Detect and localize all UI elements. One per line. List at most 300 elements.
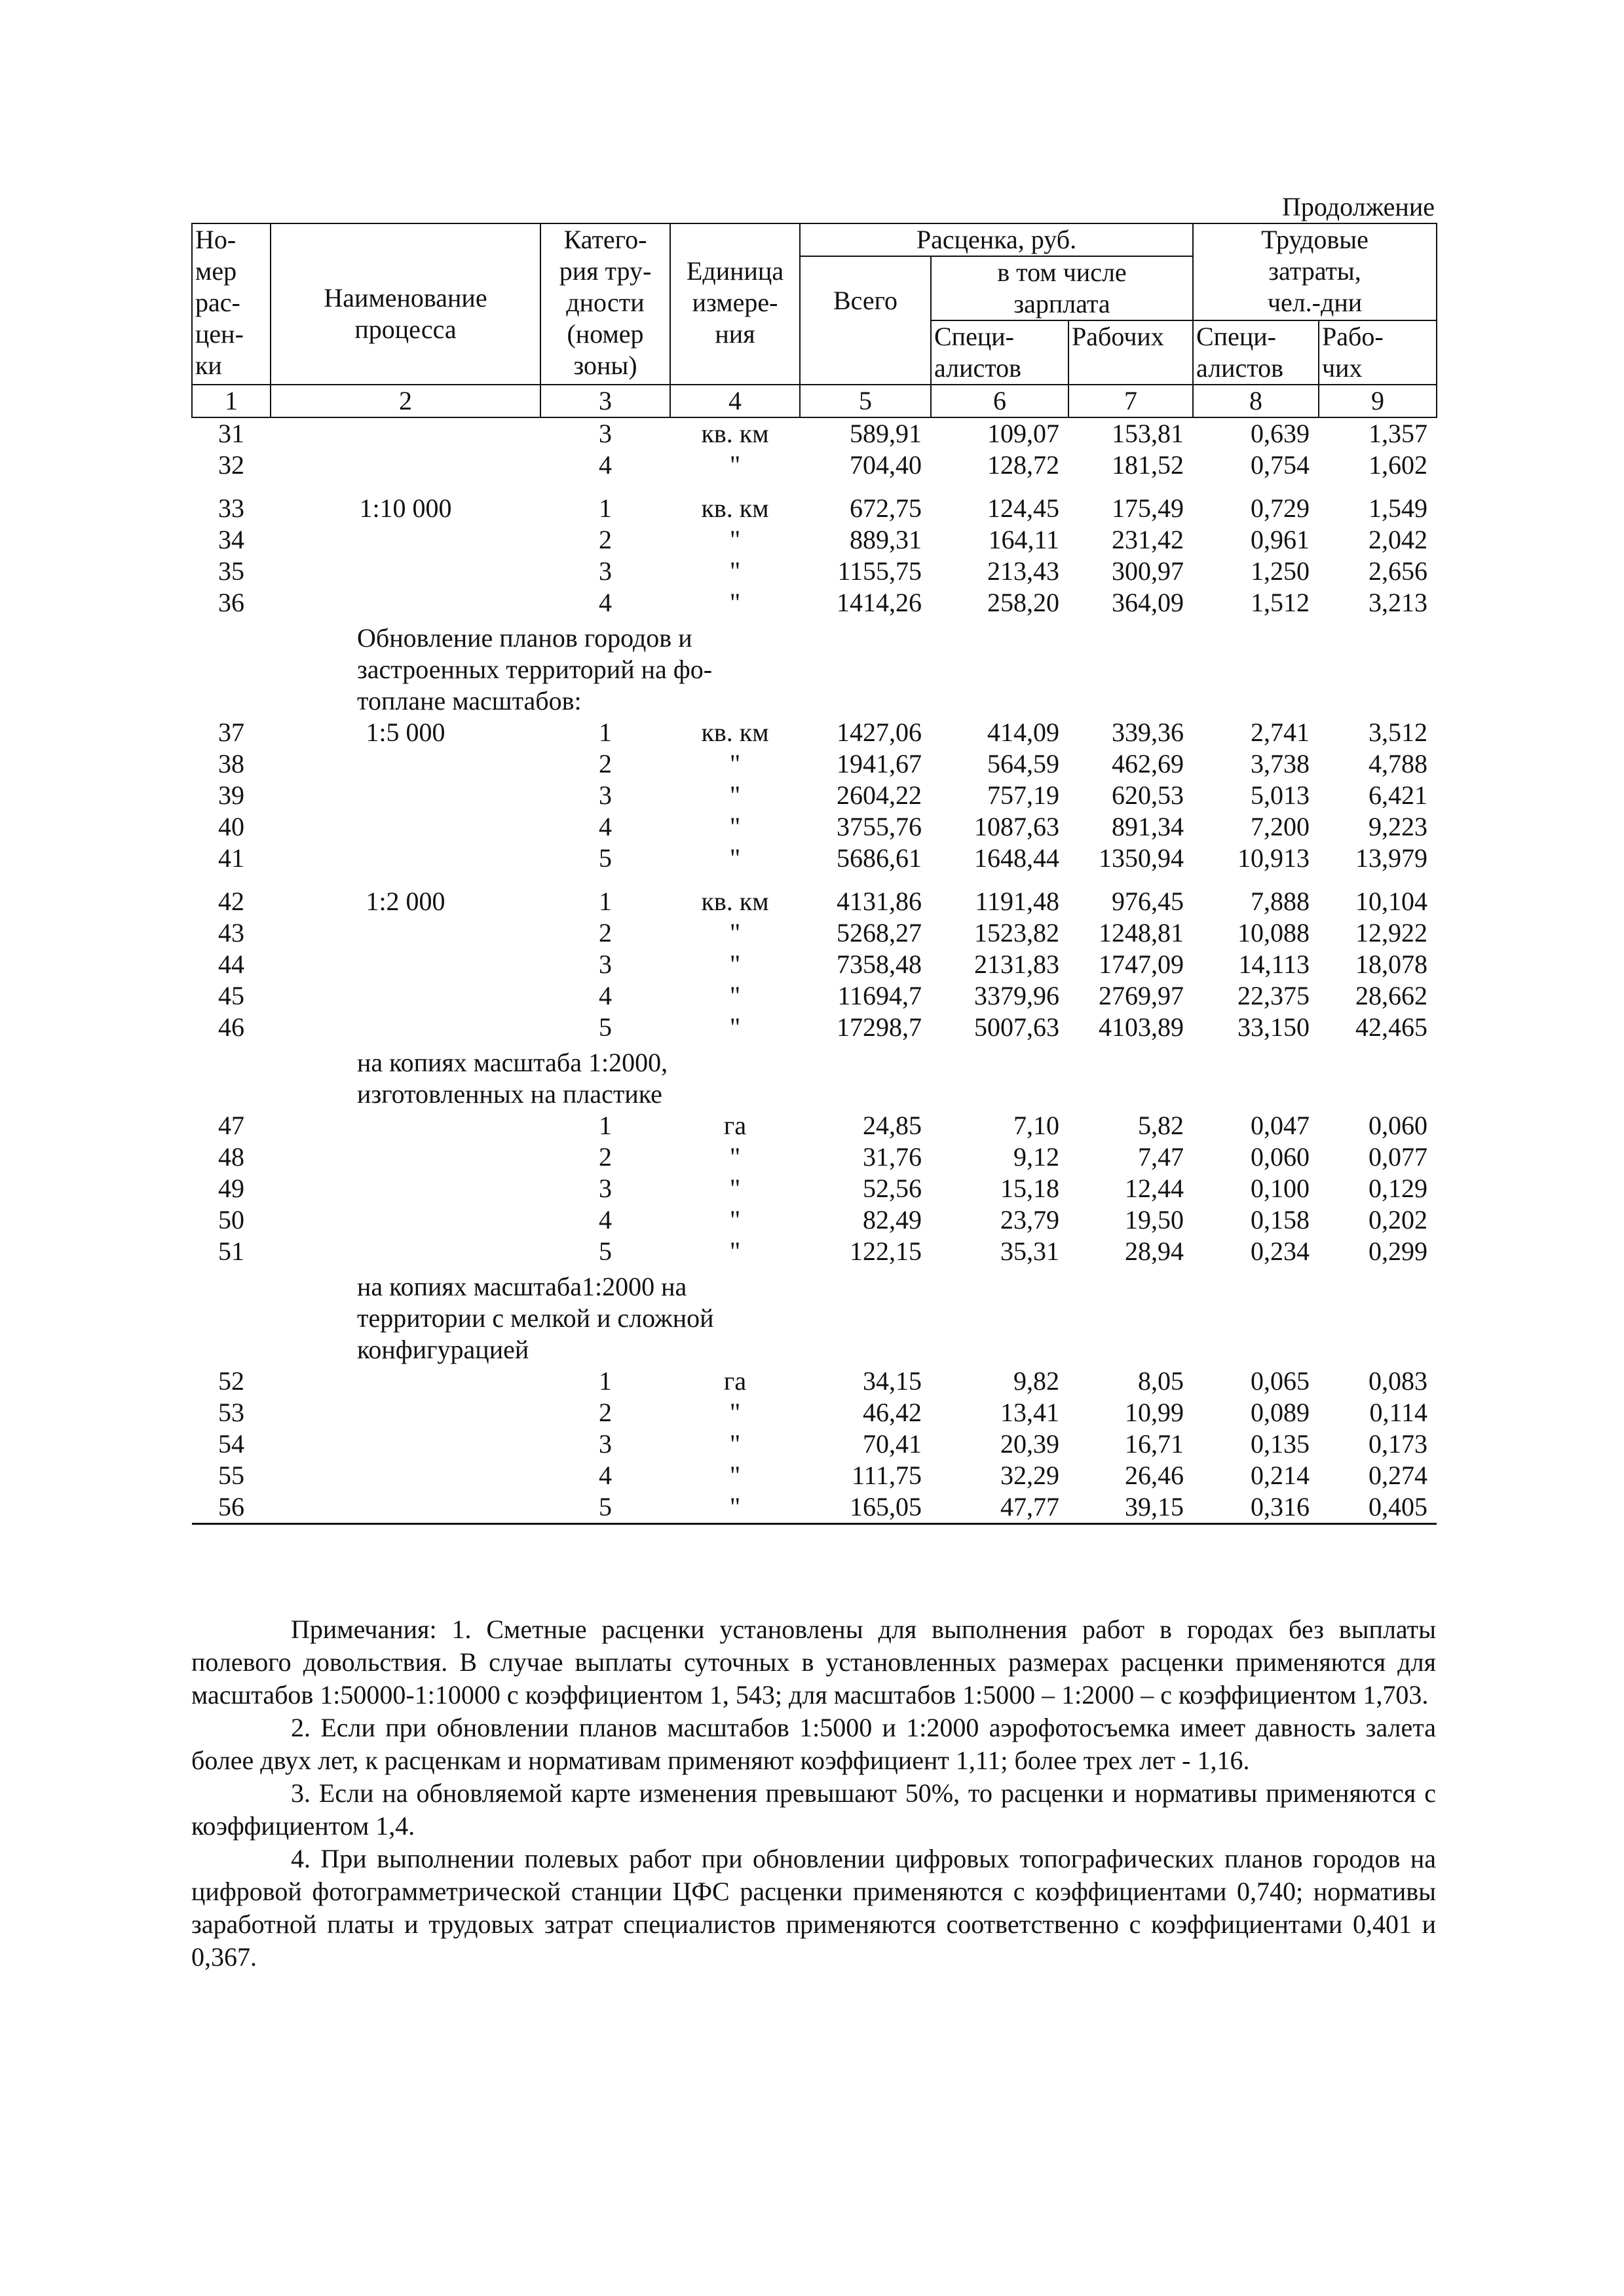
cell-wage-work: 16,71 [1125, 1429, 1184, 1459]
cell-total: 34,15 [863, 1366, 922, 1396]
table-row [192, 717, 1437, 748]
cell-total: 7358,48 [837, 949, 922, 979]
cell-unit: " [729, 1012, 741, 1042]
cell-num: 33 [218, 493, 244, 523]
cell-unit: " [729, 843, 741, 873]
cell-name [271, 980, 540, 1012]
cell-labor-spec: 0,135 [1251, 1429, 1310, 1459]
section-heading-row [192, 619, 1437, 717]
cell-wage-work: 976,45 [1112, 887, 1184, 916]
cell-name [271, 917, 540, 949]
cell-labor-work: 6,421 [1369, 780, 1428, 810]
section-heading: на копиях масштаба 1:2000, изготовленных на пластике [357, 1048, 668, 1109]
cell-unit: " [729, 1461, 741, 1490]
table-row [192, 748, 1437, 780]
cell-total: 704,40 [850, 450, 922, 480]
cell-wage-spec: 35,31 [1000, 1236, 1059, 1266]
cell-wage-work: 231,42 [1112, 525, 1184, 554]
cell-labor-spec: 1,250 [1251, 556, 1310, 586]
cell-wage-spec: 128,72 [987, 450, 1059, 480]
header-labor-work: Рабо- чих [1319, 320, 1437, 385]
cell-wage-spec: 414,09 [987, 718, 1059, 747]
cell-labor-work: 0,077 [1369, 1142, 1428, 1172]
cell-name [271, 587, 540, 619]
cell-num: 54 [218, 1429, 244, 1459]
cell-labor-spec: 22,375 [1237, 981, 1310, 1010]
cell-name: 1:10 000 [359, 493, 452, 523]
cell-labor-spec: 0,060 [1251, 1142, 1310, 1172]
cell-cat: 5 [599, 1012, 612, 1042]
table-row [192, 811, 1437, 843]
spacer-cell [192, 481, 1437, 493]
cell-total: 1427,06 [837, 718, 922, 747]
table-row [192, 493, 1437, 524]
cell-wage-work: 891,34 [1112, 812, 1184, 841]
cell-wage-spec: 32,29 [1000, 1461, 1059, 1490]
cell-total: 889,31 [850, 525, 922, 554]
cell-labor-work: 3,213 [1369, 588, 1428, 617]
cell-unit: кв. км [701, 493, 769, 523]
cell-labor-spec: 10,913 [1237, 843, 1310, 873]
cell-labor-spec: 33,150 [1237, 1012, 1310, 1042]
cell-labor-work: 0,114 [1369, 1398, 1428, 1427]
cell-total: 111,75 [851, 1461, 922, 1490]
cell-name [271, 1397, 540, 1428]
header-labor: Трудовые затраты, чел.-дни [1193, 223, 1437, 320]
cell-labor-work: 4,788 [1369, 749, 1428, 778]
cell-cat: 4 [599, 812, 612, 841]
cell-unit: кв. км [701, 887, 769, 916]
cell-num: 48 [218, 1142, 244, 1172]
cell-cat: 4 [599, 588, 612, 617]
section-heading: на копиях масштаба1:2000 на территории с мелкой и сложной конфигурацией [357, 1272, 714, 1364]
cell-wage-work: 175,49 [1112, 493, 1184, 523]
cell-labor-work: 9,223 [1369, 812, 1428, 841]
cell-unit: " [729, 1236, 741, 1266]
cell-labor-work: 10,104 [1355, 887, 1428, 916]
table-row [192, 556, 1437, 587]
cell-labor-spec: 0,754 [1251, 450, 1310, 480]
cell-wage-spec: 1523,82 [974, 918, 1059, 947]
cell-wage-work: 19,50 [1125, 1205, 1184, 1234]
cell-num: 52 [218, 1366, 244, 1396]
cell-cat: 3 [599, 1174, 612, 1203]
table-row [192, 949, 1437, 980]
cell-wage-spec: 1191,48 [975, 887, 1059, 916]
cell-num: 35 [218, 556, 244, 586]
cell-wage-spec: 3379,96 [974, 981, 1059, 1010]
header-wage-work: Рабочих [1068, 320, 1193, 385]
column-numbers-row [192, 385, 1437, 417]
cell-labor-work: 0,299 [1369, 1236, 1428, 1266]
cell-num: 41 [218, 843, 244, 873]
cell-total: 70,41 [863, 1429, 922, 1459]
cell-wage-work: 364,09 [1112, 588, 1184, 617]
cell-unit: " [729, 450, 741, 480]
cell-unit: " [729, 525, 741, 554]
cell-labor-work: 1,549 [1369, 493, 1428, 523]
cell-unit: " [670, 1491, 800, 1524]
cell-labor-spec: 7,888 [1251, 887, 1310, 916]
spacer-cell [192, 874, 1437, 886]
cell-wage-spec: 9,82 [1013, 1366, 1059, 1396]
table-row [192, 417, 1437, 450]
cell-num: 40 [218, 812, 244, 841]
column-number: 6 [931, 385, 1068, 417]
cell-cat: 5 [599, 1236, 612, 1266]
continuation-label: Продолжение [1282, 192, 1435, 221]
cell-unit: " [729, 749, 741, 778]
cell-num: 36 [218, 588, 244, 617]
cell-num: 45 [218, 981, 244, 1010]
cell-name [271, 1173, 540, 1204]
cell-cat: 3 [599, 949, 612, 979]
cell-cat: 2 [599, 918, 612, 947]
cell-total: 5268,27 [837, 918, 922, 947]
header-incl-wage: в том числе зарплата [931, 256, 1193, 320]
note-paragraph: 4. При выполнении полевых работ при обновлении цифровых топографических планов городов на цифровой фотограмметрической станции ЦФС расценки применяются с коэффициентами 0,740; нормативы заработной платы и трудовых затрат специалистов применяются соответственно с коэффициентами 0,401 и 0,367. [191, 1844, 1436, 1972]
cell-total: 46,42 [863, 1398, 922, 1427]
cell-wage-spec: 109,07 [987, 419, 1059, 448]
header-category: Катего- рия тру- дности (номер зоны) [540, 223, 670, 385]
cell-wage-work: 12,44 [1125, 1174, 1184, 1203]
cell-labor-work: 0,060 [1369, 1111, 1428, 1140]
cell-unit: " [729, 949, 741, 979]
table-row [192, 524, 1437, 556]
cell-name: 1:5 000 [366, 718, 445, 747]
cell-unit: га [723, 1111, 747, 1140]
cell-name [271, 417, 540, 450]
cell-num: 49 [218, 1174, 244, 1203]
cell-labor-spec: 0,316 [1193, 1491, 1319, 1524]
cell-labor-work: 2,656 [1369, 556, 1428, 586]
cell-cat: 1 [599, 1366, 612, 1396]
table-row [192, 1397, 1437, 1428]
cell-labor-spec: 0,158 [1251, 1205, 1310, 1234]
cell-labor-spec: 0,214 [1251, 1461, 1310, 1490]
notes-section [191, 1613, 1436, 1974]
cell-name [271, 450, 540, 481]
cell-wage-work: 8,05 [1138, 1366, 1184, 1396]
cell-wage-work: 153,81 [1112, 419, 1184, 448]
cell-unit: " [729, 1142, 741, 1172]
cell-unit: " [729, 981, 741, 1010]
cell-num: 55 [218, 1461, 244, 1490]
cell-labor-work: 0,274 [1369, 1461, 1428, 1490]
cell-num: 46 [218, 1012, 244, 1042]
cell-labor-spec: 0,234 [1251, 1236, 1310, 1266]
cell-labor-work: 0,202 [1369, 1205, 1428, 1234]
cell-cat: 5 [540, 1491, 670, 1524]
table-row [192, 1173, 1437, 1204]
section-heading: Обновление планов городов и застроенных территорий на фо- топлане масштабов: [357, 623, 713, 716]
cell-wage-spec: 258,20 [987, 588, 1059, 617]
cell-wage-spec: 1648,44 [974, 843, 1059, 873]
column-number: 1 [192, 385, 271, 417]
cell-wage-spec: 23,79 [1000, 1205, 1059, 1234]
empty-cell [192, 619, 271, 717]
cell-labor-work: 13,979 [1355, 843, 1428, 873]
cell-cat: 3 [599, 419, 612, 448]
header-total: Всего [800, 256, 931, 385]
cell-wage-spec: 47,77 [931, 1491, 1068, 1524]
cell-wage-work: 1248,81 [1099, 918, 1184, 947]
cell-num: 53 [218, 1398, 244, 1427]
cell-num: 37 [218, 718, 244, 747]
cell-cat: 4 [599, 981, 612, 1010]
cell-labor-work: 18,078 [1355, 949, 1428, 979]
cell-unit: кв. км [701, 419, 769, 448]
cell-unit: кв. км [701, 718, 769, 747]
cell-total: 31,76 [863, 1142, 922, 1172]
cell-labor-spec: 0,100 [1251, 1174, 1310, 1203]
cell-total: 52,56 [863, 1174, 922, 1203]
cell-labor-spec: 14,113 [1238, 949, 1310, 979]
note-paragraph: Примечания: 1. Сметные расценки установлены для выполнения работ в городах без выплаты полевого довольствия. В случае выплаты суточных в установленных размерах расценки применяются для масштабов 1:50000-1:10000 с коэффициентом 1, 543; для масштабов 1:5000 – 1:2000 – с коэффициентом 1,703. [191, 1615, 1436, 1710]
cell-wage-work: 2769,97 [1099, 981, 1184, 1010]
cell-wage-work: 1350,94 [1099, 843, 1184, 873]
cell-unit: " [729, 588, 741, 617]
cell-wage-spec: 2131,83 [974, 949, 1059, 979]
cell-labor-work: 0,129 [1369, 1174, 1428, 1203]
cell-name [271, 1141, 540, 1173]
cell-wage-work: 620,53 [1112, 780, 1184, 810]
table-row [192, 980, 1437, 1012]
cell-total: 5686,61 [837, 843, 922, 873]
cell-total: 3755,76 [837, 812, 922, 841]
cell-num: 56 [192, 1491, 271, 1524]
cell-unit: " [729, 812, 741, 841]
cell-unit: " [729, 1398, 741, 1427]
cell-total: 589,91 [850, 419, 922, 448]
cell-total: 2604,22 [837, 780, 922, 810]
cell-cat: 4 [599, 1205, 612, 1234]
cell-cat: 4 [599, 450, 612, 480]
cell-num: 42 [218, 887, 244, 916]
cell-num: 50 [218, 1205, 244, 1234]
cell-wage-spec: 124,45 [987, 493, 1059, 523]
header-name: Наименование процесса [271, 223, 540, 385]
table-row [192, 1012, 1437, 1043]
cell-wage-work: 28,94 [1125, 1236, 1184, 1266]
empty-cell [192, 1267, 271, 1366]
cell-wage-spec: 564,59 [987, 749, 1059, 778]
cell-total: 165,05 [800, 1491, 931, 1524]
header-wage-spec: Специ- алистов [931, 320, 1068, 385]
column-number: 5 [800, 385, 931, 417]
cell-name [271, 1366, 540, 1397]
column-number: 7 [1068, 385, 1193, 417]
cell-name [271, 524, 540, 556]
cell-name [271, 811, 540, 843]
table-row [192, 1491, 1437, 1524]
column-number: 3 [540, 385, 670, 417]
table-row [192, 1236, 1437, 1267]
cell-num: 44 [218, 949, 244, 979]
cell-labor-spec: 0,961 [1251, 525, 1310, 554]
cell-cat: 5 [599, 843, 612, 873]
cell-labor-spec: 5,013 [1251, 780, 1310, 810]
cell-labor-spec: 0,047 [1251, 1111, 1310, 1140]
cell-unit: " [729, 556, 741, 586]
cell-unit: " [729, 1205, 741, 1234]
cell-labor-work: 2,042 [1369, 525, 1428, 554]
cell-total: 672,75 [850, 493, 922, 523]
cell-labor-spec: 0,065 [1251, 1366, 1310, 1396]
section-heading-row [192, 1267, 1437, 1366]
cell-cat: 3 [599, 556, 612, 586]
cell-wage-work: 462,69 [1112, 749, 1184, 778]
cell-labor-spec: 0,729 [1251, 493, 1310, 523]
cell-num: 47 [218, 1111, 244, 1140]
cell-total: 122,15 [850, 1236, 922, 1266]
cell-cat: 1 [599, 1111, 612, 1140]
cell-num: 51 [218, 1236, 244, 1266]
cell-wage-work: 26,46 [1125, 1461, 1184, 1490]
cell-wage-spec: 1087,63 [974, 812, 1059, 841]
cell-labor-spec: 3,738 [1251, 749, 1310, 778]
cell-wage-work: 39,15 [1068, 1491, 1193, 1524]
cell-cat: 2 [599, 749, 612, 778]
column-number: 2 [271, 385, 540, 417]
cell-cat: 1 [599, 887, 612, 916]
cell-wage-work: 4103,89 [1099, 1012, 1184, 1042]
note-paragraph: 2. Если при обновлении планов масштабов 1:5000 и 1:2000 аэрофотосъемка имеет давность залета более двух лет, к расценкам и нормативам применяют коэффициент 1,11; более трех лет - 1,16. [191, 1713, 1436, 1775]
cell-wage-work: 300,97 [1112, 556, 1184, 586]
cell-total: 11694,7 [837, 981, 922, 1010]
table-row [192, 1428, 1437, 1460]
cell-labor-work: 12,922 [1355, 918, 1428, 947]
header-labor-spec: Специ- алистов [1193, 320, 1319, 385]
cell-name [271, 748, 540, 780]
table-row [192, 1204, 1437, 1236]
cell-labor-spec: 1,512 [1251, 588, 1310, 617]
cell-total: 4131,86 [837, 887, 922, 916]
table-row [192, 780, 1437, 811]
cell-num: 38 [218, 749, 244, 778]
cell-labor-spec: 0,639 [1251, 419, 1310, 448]
cell-labor-work: 0,405 [1319, 1491, 1437, 1524]
cell-total: 17298,7 [837, 1012, 922, 1042]
cell-total: 1941,67 [837, 749, 922, 778]
cell-total: 82,49 [863, 1205, 922, 1234]
cell-name [271, 949, 540, 980]
cell-name [271, 780, 540, 811]
cell-name [271, 1491, 540, 1524]
cell-cat: 2 [599, 1142, 612, 1172]
cell-wage-work: 1747,09 [1099, 949, 1184, 979]
cell-wage-work: 10,99 [1125, 1398, 1184, 1427]
cell-num: 43 [218, 918, 244, 947]
row-spacer [192, 874, 1437, 886]
rates-table [191, 223, 1437, 1525]
cell-name: 1:2 000 [366, 887, 445, 916]
cell-wage-spec: 757,19 [987, 780, 1059, 810]
empty-cell [192, 1043, 271, 1110]
cell-name [271, 843, 540, 874]
cell-cat: 3 [599, 1429, 612, 1459]
column-number: 8 [1193, 385, 1319, 417]
cell-unit: " [729, 780, 741, 810]
cell-labor-work: 1,602 [1369, 450, 1428, 480]
note-paragraph: 3. Если на обновляемой карте изменения превышают 50%, то расценки и нормативы применяются с коэффициентом 1,4. [191, 1778, 1436, 1841]
cell-wage-spec: 7,10 [1013, 1111, 1059, 1140]
section-heading-row [192, 1043, 1437, 1110]
cell-name [271, 1236, 540, 1267]
cell-labor-work: 3,512 [1369, 718, 1428, 747]
cell-cat: 2 [599, 525, 612, 554]
cell-total: 24,85 [863, 1111, 922, 1140]
table-row [192, 843, 1437, 874]
cell-wage-work: 5,82 [1138, 1111, 1184, 1140]
table-row [192, 1141, 1437, 1173]
cell-wage-spec: 15,18 [1000, 1174, 1059, 1203]
cell-cat: 2 [599, 1398, 612, 1427]
cell-num: 34 [218, 525, 244, 554]
cell-unit: " [729, 918, 741, 947]
cell-name [271, 556, 540, 587]
header-rate: Расценка, руб. [800, 223, 1193, 256]
cell-num: 31 [218, 419, 244, 448]
cell-labor-work: 42,465 [1355, 1012, 1428, 1042]
cell-num: 39 [218, 780, 244, 810]
cell-wage-work: 181,52 [1112, 450, 1184, 480]
header-unit: Единица измере- ния [670, 223, 800, 385]
cell-wage-spec: 5007,63 [974, 1012, 1059, 1042]
table-row [192, 917, 1437, 949]
cell-name [271, 1012, 540, 1043]
cell-labor-spec: 10,088 [1237, 918, 1310, 947]
cell-name [271, 1110, 540, 1141]
cell-cat: 4 [599, 1461, 612, 1490]
cell-wage-spec: 20,39 [1000, 1429, 1059, 1459]
column-number: 9 [1319, 385, 1437, 417]
cell-cat: 1 [599, 718, 612, 747]
cell-name [271, 1204, 540, 1236]
cell-cat: 1 [599, 493, 612, 523]
table-row [192, 1110, 1437, 1141]
header-num: Но- мер рас- цен- ки [192, 223, 271, 385]
cell-unit: " [729, 1429, 741, 1459]
table-body [192, 417, 1437, 1524]
cell-wage-spec: 164,11 [988, 525, 1059, 554]
cell-wage-spec: 13,41 [1000, 1398, 1059, 1427]
cell-total: 1155,75 [837, 556, 922, 586]
cell-labor-work: 0,173 [1369, 1429, 1428, 1459]
table-row [192, 1366, 1437, 1397]
cell-wage-spec: 9,12 [1013, 1142, 1059, 1172]
cell-wage-spec: 213,43 [987, 556, 1059, 586]
table-row [192, 450, 1437, 481]
cell-labor-spec: 7,200 [1251, 812, 1310, 841]
cell-cat: 3 [599, 780, 612, 810]
row-spacer [192, 481, 1437, 493]
cell-num: 32 [218, 450, 244, 480]
cell-name [271, 1428, 540, 1460]
column-number: 4 [670, 385, 800, 417]
cell-labor-spec: 0,089 [1251, 1398, 1310, 1427]
cell-name [271, 1460, 540, 1491]
table-row [192, 587, 1437, 619]
table-row [192, 1460, 1437, 1491]
cell-unit: " [729, 1174, 741, 1203]
cell-labor-spec: 2,741 [1251, 718, 1310, 747]
cell-labor-work: 1,357 [1369, 419, 1428, 448]
table-row [192, 886, 1437, 917]
cell-labor-work: 0,083 [1369, 1366, 1428, 1396]
cell-unit: га [723, 1366, 747, 1396]
cell-labor-work: 28,662 [1355, 981, 1428, 1010]
